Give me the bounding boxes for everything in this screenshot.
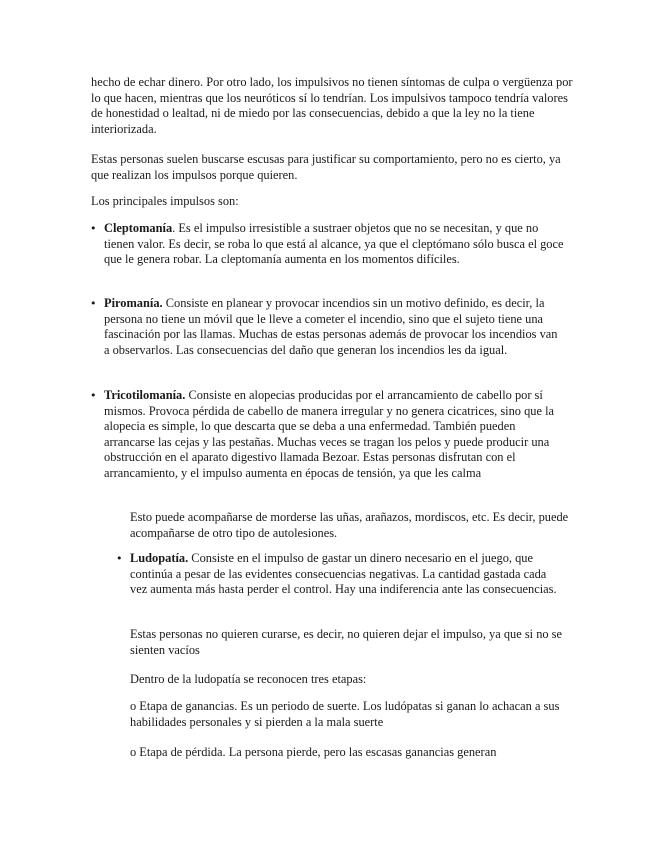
paragraph-autolesiones: Esto puede acompañarse de morderse las uñas, arañazos, mordiscos, etc. Es decir, puede acompañarse de otro tipo de autolesiones. <box>130 510 569 540</box>
text-piromania: Consiste en planear y provocar incendios sin un motivo definido, es decir, la persona no tiene un móvil que le lleve a cometer el incendio, sino que el sujeto tiene una fascinación por las llamas. Muchas de estas personas además de provocar los incendios van a observarlos. Las consecuencias del daño que generan los incendios les da igual. <box>104 296 558 357</box>
paragraph-no-curarse: Estas personas no quieren curarse, es decir, no quieren dejar el impulso, ya que si no se sienten vacíos <box>130 627 563 657</box>
term-cleptomania: Cleptomanía <box>104 221 173 235</box>
paragraph-etapa-perdida: o Etapa de pérdida. La persona pierde, pero las escasas ganancias generan <box>130 745 497 759</box>
paragraph-intro: hecho de echar dinero. Por otro lado, los impulsivos no tienen síntomas de culpa o vergüenza por lo que hacen, mientras que los neuróticos sí lo tendrían. Los impulsivos tampoco tendría valores de honestidad o lealtad, ni de miedo por las consecuencias, debido a que la ley no la tiene interiorizada. <box>91 75 573 136</box>
bullet-icon: • <box>90 389 97 402</box>
text-ludopatia: Consiste en el impulso de gastar un dinero necesario en el juego, que continúa a pesar de las evidentes consecuencias negativas. La cantidad gastada cada vez aumenta más hasta perder el control. Hay una indiferencia ante las consecuencias. <box>130 551 557 597</box>
bullet-icon: • <box>90 297 97 310</box>
list-item-ludopatia <box>116 551 564 598</box>
list-item-piromania <box>90 296 564 358</box>
bullet-icon: • <box>90 222 97 235</box>
paragraph-list-intro: Los principales impulsos son: <box>91 194 239 208</box>
paragraph-etapas: Dentro de la ludopatía se reconocen tres etapas: <box>130 672 367 686</box>
list-item-tricotilomania <box>90 388 564 482</box>
bullet-icon: • <box>116 552 123 565</box>
term-ludopatia: Ludopatía. <box>130 551 189 565</box>
term-piromania: Piromanía. <box>104 296 163 310</box>
paragraph-excuses: Estas personas suelen buscarse escusas para justificar su comportamiento, pero no es cierto, ya que realizan los impulsos porque quieren. <box>91 152 561 182</box>
list-item-cleptomania <box>90 221 564 268</box>
term-tricotilomania: Tricotilomanía. <box>104 388 186 402</box>
text-cleptomania: . Es el impulso irresistible a sustraer objetos que no se necesitan, y que no tienen valor. Es decir, se roba lo que está al alcance, ya que el cleptómano sólo busca el goce que le genera robar. La cleptomanía aumenta en los momentos difíciles. <box>104 221 564 267</box>
paragraph-etapa-ganancias: o Etapa de ganancias. Es un periodo de suerte. Los ludópatas si ganan lo achacan a sus habilidades personales y si pierden a la mala suerte <box>130 699 560 729</box>
text-tricotilomania: Consiste en alopecias producidas por el arrancamiento de cabello por sí mismos. Provoca pérdida de cabello de manera irregular y no genera cicatrices, sino que la alopecia es simple, lo que descarta que se deba a una enfermedad. También pueden arrancarse las cejas y las pestañas. Muchas veces se tragan los pelos y puede producir una obstrucción en el aparato digestivo llamada Bezoar. Estas personas disfrutan con el arrancamiento, y el impulso aumenta en épocas de tensión, ya que les calma <box>104 388 555 480</box>
